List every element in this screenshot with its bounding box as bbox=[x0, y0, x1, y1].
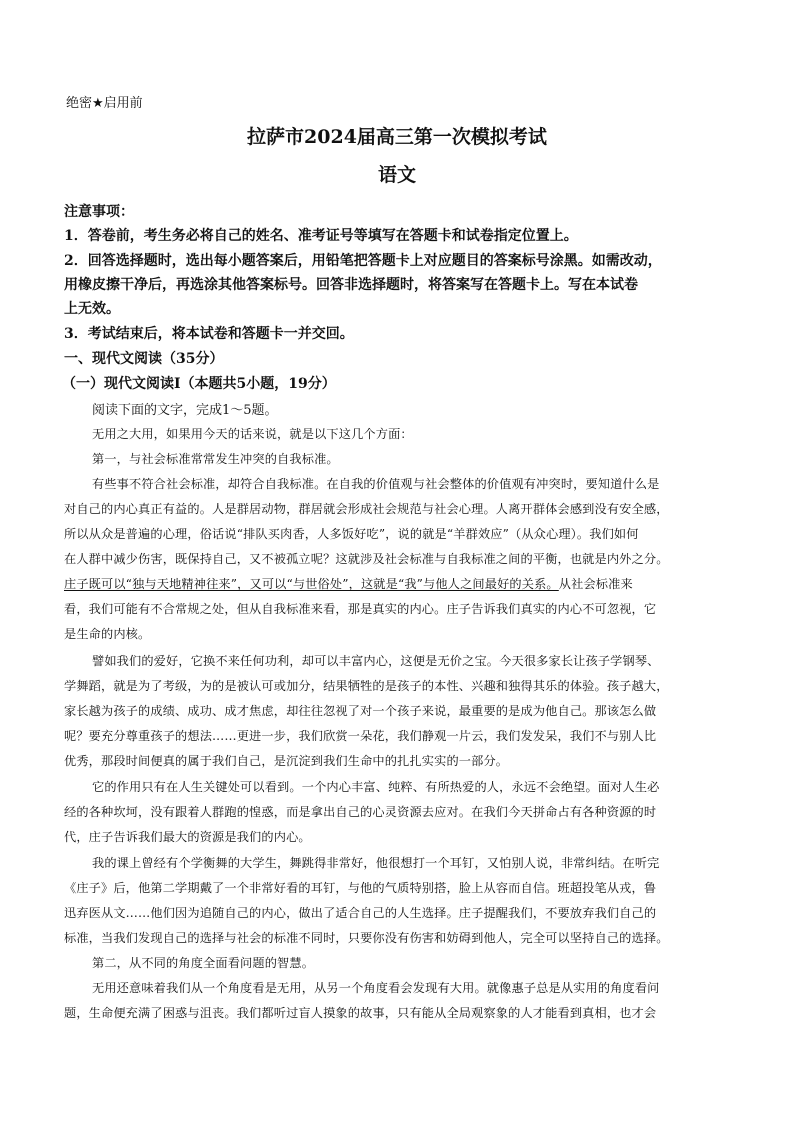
notice-line: 3．考试结束后，将本试卷和答题卡一并交回。 bbox=[64, 326, 354, 342]
notice-heading: 注意事项： bbox=[64, 204, 134, 220]
passage-line: 标准，当我们发现自己的选择与社会的标准不同时，只要你没有伤害和妨碍到他人，完全可以坚持自己的选择。 bbox=[64, 931, 669, 945]
passage-line: 优秀，那段时间便真的属于我们自己，是沉淀到我们生命中的扎扎实实的一部分。 bbox=[64, 754, 509, 768]
passage-line: 有些事不符合社会标准，却符合自我标准。在自我的价值观与社会整体的价值观有冲突时，要知道什么是 bbox=[92, 477, 660, 491]
passage-line: 无用之大用，如果用今天的话来说，就是以下这几个方面： bbox=[92, 427, 413, 441]
passage-line: 代，庄子告诉我们最大的资源是我们的内心。 bbox=[64, 830, 311, 844]
notice-line: 2．回答选择题时，选出每小题答案后，用铅笔把答题卡上对应题目的答案标号涂黑。如需改动， bbox=[64, 253, 662, 269]
passage-line: 题，生命便充满了困惑与沮丧。我们都听过盲人摸象的故事，只有能从全局观察象的人才能看到真相，也才会 bbox=[64, 1006, 657, 1020]
passage-line: 学舞蹈，就是为了考级，为的是被认可或加分，结果牺牲的是孩子的本性、兴趣和独得其乐的体验。孩子越大， bbox=[64, 679, 669, 693]
passage-line: 譬如我们的爱好，它换不来任何功利，却可以丰富内心，这便是无价之宝。今天很多家长让孩子学钢琴、 bbox=[92, 654, 660, 668]
subject-title: 语文 bbox=[377, 164, 416, 186]
notice-line: 1．答卷前，考生务必将自己的姓名、准考证号等填写在答题卡和试卷指定位置上。 bbox=[64, 228, 578, 244]
passage-line bbox=[64, 575, 633, 592]
passage-line: 呢？要充分尊重孩子的想法……更进一步，我们欣赏一朵花，我们静观一片云，我们发发呆，我们不与别人比 bbox=[64, 729, 657, 743]
passage-line: 我的课上曾经有个学衡舞的大学生，舞跳得非常好，他很想打一个耳钉，又怕别人说，非常纠结。在听完 bbox=[92, 856, 660, 870]
passage-line-tail: 从社会标准来 bbox=[558, 577, 633, 591]
passage-line: 第一，与社会标准常常发生冲突的自我标准。 bbox=[92, 452, 339, 466]
passage-line: 所以从众是普遍的心理，俗话说“排队买肉香，人多饭好吃”，说的就是“羊群效应”（从众心理）。我们如何 bbox=[64, 527, 639, 541]
passage-line: 在人群中减少伤害，既保持自己，又不被孤立呢？这就涉及社会标准与自我标准之间的平衡，也就是内外之分。 bbox=[64, 552, 669, 566]
notice-line: 上无效。 bbox=[64, 301, 120, 317]
notice-line: 用橡皮擦干净后，再选涂其他答案标号。回答非选择题时，将答案写在答题卡上。写在本试卷 bbox=[64, 277, 638, 293]
reading-instruction: 阅读下面的文字，完成1～5题。 bbox=[92, 403, 278, 418]
passage-line: 经的各种坎坷，没有跟着人群跑的惶惑，而是拿出自己的心灵资源去应对。在我们今天拼命占有各种资源的时 bbox=[64, 805, 657, 819]
passage-line: 是生命的内核。 bbox=[64, 627, 151, 641]
part-heading: 一、现代文阅读（35分） bbox=[64, 351, 224, 367]
passage-line: 《庄子》后，他第二学期戴了一个非常好看的耳钉，与他的气质特别搭，脸上从容而自信。班超投笔从戎，鲁 bbox=[64, 881, 657, 895]
confidential-label: 绝密★启用前 bbox=[66, 96, 143, 111]
sub-heading: （一）现代文阅读Ⅰ（本题共5小题，19分） bbox=[62, 376, 336, 392]
passage-line: 家长越为孩子的成绩、成功、成才焦虑，却往往忽视了对一个孩子来说，最重要的是成为他自己。那该怎么做 bbox=[64, 704, 657, 718]
passage-line: 迅弃医从文……他们因为追随自己的内心，做出了适合自己的人生选择。庄子提醒我们，不要放弃我们自己的 bbox=[64, 906, 657, 920]
passage-line: 它的作用只有在人生关键处可以看到。一个内心丰富、纯粹、有所热爱的人，永远不会绝望。面对人生必 bbox=[92, 780, 660, 794]
passage-line: 看，我们可能有不合常规之处，但从自我标准来看，那是真实的内心。庄子告诉我们真实的内心不可忽视，它 bbox=[64, 602, 657, 616]
passage-line: 第二，从不同的角度全面看问题的智慧。 bbox=[92, 956, 315, 970]
passage-line: 无用还意味着我们从一个角度看是无用，从另一个角度看会发现有大用。就像惠子总是从实用的角度看问 bbox=[92, 981, 660, 995]
exam-title: 拉萨市2024届高三第一次模拟考试 bbox=[247, 126, 547, 148]
passage-line: 对自己的内心真正有益的。人是群居动物，群居就会形成社会规范与社会心理。人离开群体会感到没有安全感， bbox=[64, 502, 669, 516]
underlined-sentence: 庄子既可以“独与天地精神往来”，又可以“与世俗处”，这就是“我”与他人之间最好的关系。 bbox=[64, 577, 559, 591]
